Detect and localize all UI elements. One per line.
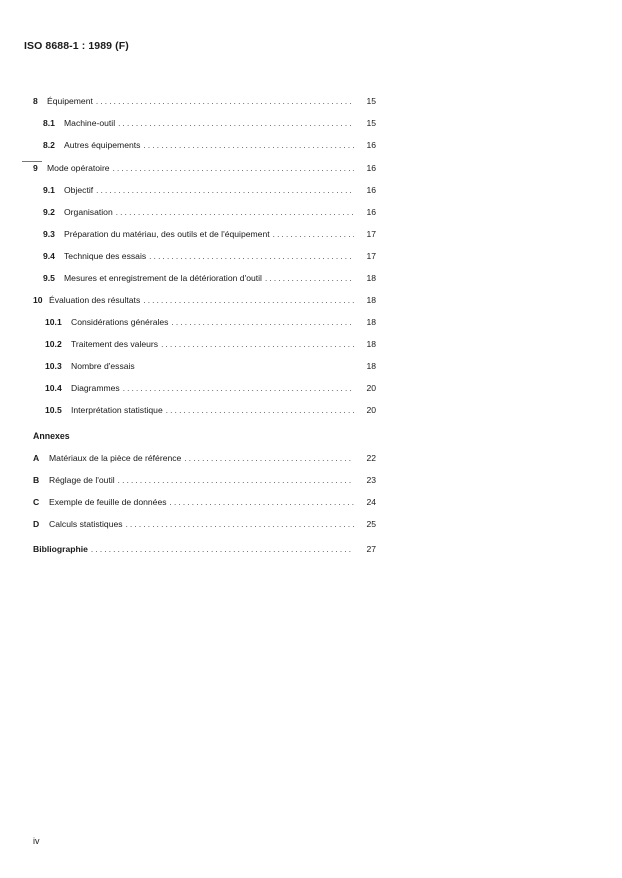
toc-entry-label: Préparation du matériau, des outils et de l'équipement (64, 229, 270, 239)
toc-leader-dots (170, 497, 354, 509)
toc-entry-8-1[interactable] (43, 117, 376, 129)
toc-entry-number: 9.3 (43, 229, 55, 239)
toc-entry-page: 15 (366, 96, 376, 106)
annex-entry-page: 25 (366, 519, 376, 529)
toc-entry-label: Mesures et enregistrement de la détérioration d'outil (64, 273, 262, 283)
toc-leader-dots (143, 295, 354, 307)
toc-entry-page: 16 (366, 163, 376, 173)
toc-leader-dots (184, 453, 354, 465)
toc-entry-label: Organisation (64, 207, 113, 217)
toc-leader-dots (123, 383, 354, 395)
toc-entry-label: Évaluation des résultats (49, 295, 141, 305)
annex-entry-label: Exemple de feuille de données (49, 497, 167, 507)
toc-leader-dots (166, 405, 354, 417)
toc-entry-page: 16 (366, 185, 376, 195)
toc-leader-dots (143, 140, 354, 152)
toc-entry-page: 20 (366, 405, 376, 415)
annex-entry-a[interactable] (33, 452, 376, 464)
toc-entry-10-5[interactable] (45, 404, 376, 416)
annex-entry-letter: D (33, 519, 40, 529)
annex-entry-label: Réglage de l'outil (49, 475, 115, 485)
annex-entry-label: Matériaux de la pièce de référence (49, 453, 182, 463)
annex-entry-page: 24 (366, 497, 376, 507)
toc-entry-number: 10.3 (45, 361, 62, 371)
toc-entry-10-1[interactable] (45, 316, 376, 328)
annex-entry-c[interactable] (33, 496, 376, 508)
toc-entry-9[interactable] (33, 162, 376, 174)
toc-entry-8[interactable] (33, 95, 376, 107)
toc-entry-10-4[interactable] (45, 382, 376, 394)
toc-leader-dots (96, 185, 354, 197)
annex-entry-page: 23 (366, 475, 376, 485)
toc-entry-page: 17 (366, 251, 376, 261)
toc-entry-8-2[interactable] (43, 139, 376, 151)
toc-entry-number: 9.2 (43, 207, 55, 217)
annex-entry-page: 22 (366, 453, 376, 463)
toc-entry-label: Diagrammes (71, 383, 120, 393)
toc-entry-page: 20 (366, 383, 376, 393)
toc-entry-label: Traitement des valeurs (71, 339, 159, 349)
bibliography-label: Bibliographie (33, 544, 88, 554)
toc-leader-dots (126, 519, 354, 531)
toc-leader-dots (118, 475, 354, 487)
toc-entry-label: Considérations générales (71, 317, 169, 327)
toc-entry-number: 10 (33, 295, 43, 305)
toc-leader-dots (118, 118, 354, 130)
toc-entry-9-2[interactable] (43, 206, 376, 218)
toc-entry-number: 9.4 (43, 251, 55, 261)
toc-entry-number: 10.1 (45, 317, 62, 327)
toc-entry-page: 17 (366, 229, 376, 239)
toc-entry-number: 9 (33, 163, 38, 173)
toc-entry-number: 8.2 (43, 140, 55, 150)
toc-entry-page: 18 (366, 339, 376, 349)
toc-entry-9-4[interactable] (43, 250, 376, 262)
annex-entry-label: Calculs statistiques (49, 519, 123, 529)
toc-leader-dots (116, 207, 354, 219)
toc-entry-number: 8 (33, 96, 38, 106)
page-number: iv (33, 836, 40, 846)
toc-entry-number: 10.4 (45, 383, 62, 393)
annex-entry-letter: C (33, 497, 40, 507)
annexes-heading: Annexes (33, 431, 70, 441)
toc-entry-label: Machine-outil (64, 118, 116, 128)
annex-entry-d[interactable] (33, 518, 376, 530)
toc-entry-label: Technique des essais (64, 251, 147, 261)
toc-entry-number: 9.1 (43, 185, 55, 195)
toc-entry-page: 15 (366, 118, 376, 128)
toc-entry-9-5[interactable] (43, 272, 376, 284)
bibliography-page: 27 (366, 544, 376, 554)
toc-leader-dots (161, 339, 354, 351)
toc-entry-9-1[interactable] (43, 184, 376, 196)
toc-entry-page: 18 (366, 317, 376, 327)
annex-entry-letter: B (33, 475, 40, 485)
toc-leader-dots (265, 273, 354, 285)
toc-leader-dots (91, 544, 354, 556)
toc-leader-dots (113, 163, 354, 175)
toc-entry-number: 9.5 (43, 273, 55, 283)
annex-entry-b[interactable] (33, 474, 376, 486)
toc-entry-label: Objectif (64, 185, 94, 195)
toc-entry-number: 8.1 (43, 118, 55, 128)
toc-entry-page: 16 (366, 140, 376, 150)
toc-entry-number: 10.2 (45, 339, 62, 349)
toc-leader-dots (96, 96, 354, 108)
toc-entry-label: Autres équipements (64, 140, 141, 150)
bibliography-entry[interactable] (33, 543, 376, 555)
toc-entry-label: Nombre d'essais (71, 361, 135, 371)
toc-entry-number: 10.5 (45, 405, 62, 415)
toc-entry-label: Mode opératoire (47, 163, 110, 173)
toc-entry-10[interactable] (33, 294, 376, 306)
toc-entry-page: 18 (366, 295, 376, 305)
toc-leader-dots (273, 229, 354, 241)
annex-entry-letter: A (33, 453, 40, 463)
toc-entry-label: Équipement (47, 96, 93, 106)
toc-entry-10-2[interactable] (45, 338, 376, 350)
document-header: ISO 8688-1 : 1989 (F) (24, 40, 129, 52)
toc-leader-dots (171, 317, 354, 329)
toc-entry-label: Interprétation statistique (71, 405, 163, 415)
toc-entry-10-3[interactable] (45, 360, 376, 372)
toc-entry-9-3[interactable] (43, 228, 376, 240)
toc-entry-page: 18 (366, 361, 376, 371)
toc-leader-dots (149, 251, 354, 263)
toc-entry-page: 18 (366, 273, 376, 283)
toc-entry-page: 16 (366, 207, 376, 217)
